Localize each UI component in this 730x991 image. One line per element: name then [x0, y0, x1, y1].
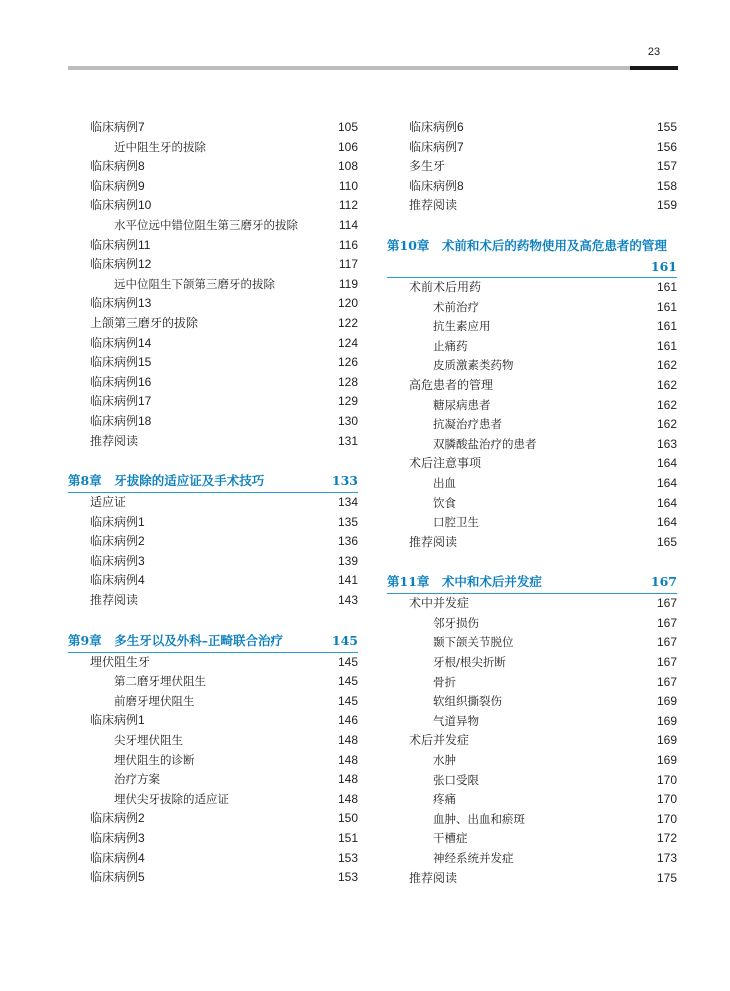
toc-subentry[interactable]: [68, 275, 358, 295]
toc-entry[interactable]: [68, 392, 358, 412]
entry-title: 推荐阅读: [409, 198, 458, 213]
chapter-spacer: [387, 552, 677, 571]
entry-page-number: 145: [337, 654, 358, 669]
chapter-page-number: 167: [650, 574, 677, 590]
entry-page-number: 167: [656, 635, 677, 650]
entry-title: 抗凝治疗患者: [433, 417, 502, 432]
toc-subentry[interactable]: [387, 513, 677, 533]
entry-page-number: 108: [337, 159, 358, 174]
entry-page-number: 162: [656, 397, 677, 412]
entry-page-number: 162: [656, 377, 677, 392]
toc-entry[interactable]: [68, 552, 358, 572]
toc-entry[interactable]: [68, 532, 358, 552]
toc-entry[interactable]: [68, 177, 358, 197]
entry-page-number: 148: [337, 733, 358, 748]
entry-title: 临床病例3: [90, 831, 145, 845]
entry-page-number: 164: [656, 456, 677, 471]
entry-page-number: 131: [337, 433, 358, 448]
chapter-spacer: [68, 451, 358, 470]
entry-title: 抗生素应用: [433, 319, 491, 334]
entry-page-number: 161: [656, 338, 677, 353]
toc-left-column: [68, 118, 358, 888]
toc-entry[interactable]: [68, 829, 358, 849]
entry-page-number: 159: [656, 198, 677, 213]
toc-right-column: [387, 118, 677, 888]
entry-title: 干槽症: [433, 831, 468, 846]
entry-title: 埋伏阻生牙: [90, 654, 151, 669]
entry-title: 临床病例1: [90, 713, 145, 728]
entry-title: 牙根/根尖折断: [433, 655, 506, 670]
entry-page-number: 145: [337, 674, 358, 689]
entry-title: 饮食: [433, 495, 456, 510]
entry-title: 临床病例4: [90, 850, 145, 865]
toc-subentry[interactable]: [387, 356, 677, 376]
toc-entry[interactable]: [68, 412, 358, 432]
entry-title: 临床病例5: [90, 870, 145, 885]
entry-title: 止痛药: [433, 338, 468, 353]
toc-entry[interactable]: [387, 278, 677, 298]
entry-title: 皮质激素类药物: [433, 358, 514, 373]
toc-entry[interactable]: [68, 157, 358, 177]
entry-title: 临床病例8: [90, 159, 145, 174]
entry-page-number: 122: [337, 315, 358, 330]
toc-subentry[interactable]: [387, 849, 677, 869]
entry-page-number: 170: [656, 811, 677, 826]
chapter-title: 第10章 术前和术后的药物使用及高危患者的管理: [387, 237, 667, 253]
entry-title: 近中阻生牙的拔除: [114, 139, 206, 154]
entry-page-number: 169: [656, 713, 677, 728]
toc-entry[interactable]: [387, 376, 677, 396]
toc-entry[interactable]: [387, 138, 677, 158]
entry-page-number: 124: [337, 335, 358, 350]
entry-page-number: 130: [337, 413, 358, 428]
entry-page-number: 129: [337, 394, 358, 409]
entry-page-number: 169: [656, 694, 677, 709]
toc-entry[interactable]: [387, 533, 677, 553]
toc-subentry[interactable]: [387, 337, 677, 357]
toc-entry[interactable]: [387, 869, 677, 889]
toc-entry[interactable]: [387, 157, 677, 177]
toc-chapter-heading[interactable]: [387, 235, 677, 278]
entry-page-number: 162: [656, 417, 677, 432]
entry-title: 治疗方案: [114, 772, 160, 787]
entry-page-number: 153: [337, 870, 358, 885]
entry-page-number: 173: [656, 851, 677, 865]
toc-subentry[interactable]: [68, 692, 358, 712]
entry-title: 临床病例6: [409, 120, 464, 134]
toc-subentry[interactable]: [387, 633, 677, 653]
toc-entry[interactable]: [68, 373, 358, 393]
entry-title: 疼痛: [433, 792, 456, 807]
entry-page-number: 167: [656, 615, 677, 630]
entry-title: 临床病例14: [90, 335, 152, 350]
header-rule-accent: [630, 66, 678, 70]
entry-title: 埋伏阻生的诊断: [114, 752, 195, 767]
entry-page-number: 165: [656, 534, 677, 549]
entry-title: 临床病例10: [90, 198, 152, 213]
toc-entry[interactable]: [68, 571, 358, 591]
entry-title: 临床病例2: [90, 811, 145, 826]
toc-entry[interactable]: [68, 196, 358, 216]
entry-title: 口腔卫生: [433, 515, 479, 530]
entry-page-number: 172: [656, 831, 677, 846]
entry-title: 临床病例8: [409, 178, 464, 193]
entry-page-number: 148: [337, 752, 358, 767]
chapter-page-number: 161: [650, 258, 677, 274]
toc-subentry[interactable]: [387, 673, 677, 693]
entry-title: 临床病例7: [90, 120, 145, 134]
entry-title: 术后并发症: [409, 733, 470, 748]
entry-title: 临床病例18: [90, 413, 152, 428]
toc-subentry[interactable]: [387, 435, 677, 455]
entry-title: 临床病例11: [90, 237, 151, 252]
toc-subentry[interactable]: [387, 415, 677, 435]
entry-page-number: 161: [656, 279, 677, 294]
toc-subentry[interactable]: [68, 770, 358, 790]
entry-page-number: 105: [337, 120, 358, 134]
toc-entry[interactable]: [68, 711, 358, 731]
toc-entry[interactable]: [68, 493, 358, 513]
header-rule: [68, 66, 630, 70]
entry-title: 临床病例4: [90, 573, 145, 588]
toc-entry[interactable]: [68, 432, 358, 452]
entry-page-number: 120: [337, 296, 358, 311]
entry-title: 水肿: [433, 753, 456, 768]
toc-entry[interactable]: [387, 731, 677, 751]
page-number: 23: [647, 46, 661, 58]
entry-title: 前磨牙埋伏阻生: [114, 693, 195, 708]
entry-title: 气道异物: [433, 713, 479, 728]
entry-page-number: 110: [338, 178, 358, 193]
entry-page-number: 141: [337, 573, 358, 588]
toc-chapter-heading[interactable]: [68, 630, 358, 653]
entry-title: 推荐阅读: [90, 593, 139, 608]
toc-subentry[interactable]: [387, 298, 677, 318]
entry-title: 颞下颌关节脱位: [433, 635, 514, 650]
entry-page-number: 170: [656, 772, 677, 787]
toc-subentry[interactable]: [68, 751, 358, 771]
entry-page-number: 167: [656, 674, 677, 689]
entry-page-number: 162: [656, 358, 677, 373]
entry-title: 临床病例13: [90, 296, 152, 311]
toc-entry[interactable]: [68, 809, 358, 829]
entry-title: 尖牙埋伏阻生: [114, 733, 183, 748]
chapter-title: 第8章 牙拔除的适应证及手术技巧: [68, 473, 265, 489]
entry-page-number: 164: [656, 495, 677, 510]
entry-page-number: 158: [656, 178, 677, 193]
entry-page-number: 161: [656, 319, 677, 334]
entry-page-number: 143: [337, 593, 358, 608]
entry-title: 出血: [433, 475, 456, 490]
entry-page-number: 155: [656, 120, 677, 134]
entry-title: 适应证: [90, 495, 127, 510]
toc-entry[interactable]: [387, 196, 677, 216]
entry-title: 远中位阻生下颌第三磨牙的拔除: [114, 276, 275, 291]
entry-page-number: 153: [337, 850, 358, 865]
entry-title: 推荐阅读: [90, 433, 139, 448]
entry-page-number: 151: [337, 831, 358, 845]
toc-subentry[interactable]: [387, 790, 677, 810]
entry-title: 临床病例7: [409, 139, 464, 154]
entry-title: 骨折: [433, 674, 456, 689]
toc-subentry[interactable]: [68, 138, 358, 158]
toc-entry[interactable]: [68, 118, 358, 138]
entry-title: 血肿、出血和瘀斑: [433, 811, 525, 826]
entry-title: 临床病例15: [90, 355, 152, 370]
entry-title: 埋伏尖牙拔除的适应证: [114, 791, 229, 806]
entry-title: 水平位远中错位阻生第三磨牙的拔除: [114, 217, 298, 232]
entry-title: 邻牙损伤: [433, 615, 479, 630]
entry-page-number: 169: [656, 733, 677, 748]
toc-subentry[interactable]: [68, 731, 358, 751]
toc-subentry[interactable]: [387, 692, 677, 712]
entry-page-number: 169: [656, 753, 677, 768]
entry-page-number: 116: [338, 237, 358, 252]
entry-title: 神经系统并发症: [433, 851, 514, 865]
toc-subentry[interactable]: [387, 317, 677, 337]
toc-entry[interactable]: [68, 236, 358, 256]
entry-page-number: 146: [337, 713, 358, 728]
entry-title: 临床病例9: [90, 178, 145, 193]
entry-page-number: 134: [337, 495, 358, 510]
entry-page-number: 106: [337, 139, 358, 154]
entry-title: 推荐阅读: [409, 870, 458, 885]
toc-subentry[interactable]: [387, 653, 677, 673]
toc-entry[interactable]: [68, 255, 358, 275]
toc-subentry[interactable]: [68, 672, 358, 692]
toc-subentry[interactable]: [387, 474, 677, 494]
entry-page-number: 145: [337, 693, 358, 708]
toc-subentry[interactable]: [387, 751, 677, 771]
entry-title: 术前治疗: [433, 299, 479, 314]
entry-title: 临床病例2: [90, 534, 145, 549]
toc-entry[interactable]: [68, 513, 358, 533]
toc-entry[interactable]: [387, 594, 677, 614]
entry-page-number: 114: [338, 217, 358, 232]
toc-subentry[interactable]: [68, 216, 358, 236]
chapter-spacer: [387, 216, 677, 235]
entry-page-number: 167: [656, 655, 677, 670]
toc-entry[interactable]: [68, 591, 358, 611]
entry-title: 临床病例16: [90, 374, 152, 389]
entry-page-number: 112: [338, 198, 358, 213]
entry-page-number: 150: [337, 811, 358, 826]
entry-page-number: 163: [656, 436, 677, 451]
toc-subentry[interactable]: [387, 771, 677, 791]
entry-page-number: 167: [656, 596, 677, 611]
toc-chapter-heading[interactable]: [387, 571, 677, 594]
entry-title: 双膦酸盐治疗的患者: [433, 436, 537, 451]
toc-entry[interactable]: [68, 849, 358, 869]
toc-subentry[interactable]: [68, 790, 358, 810]
entry-title: 糖尿病患者: [433, 397, 491, 412]
entry-page-number: 148: [337, 772, 358, 787]
toc-entry[interactable]: [68, 314, 358, 334]
chapter-title: 第9章 多生牙以及外科–正畸联合治疗: [68, 632, 283, 648]
toc-subentry[interactable]: [387, 810, 677, 830]
toc-entry[interactable]: [68, 353, 358, 373]
entry-title: 多生牙: [409, 159, 446, 174]
toc-subentry[interactable]: [387, 829, 677, 849]
entry-title: 临床病例3: [90, 553, 145, 568]
entry-page-number: 161: [656, 299, 677, 314]
toc-entry[interactable]: [68, 334, 358, 354]
entry-page-number: 164: [656, 475, 677, 490]
chapter-spacer: [68, 611, 358, 630]
entry-page-number: 156: [656, 139, 677, 154]
toc-subentry[interactable]: [387, 712, 677, 732]
toc-entry[interactable]: [68, 653, 358, 673]
toc-subentry[interactable]: [387, 614, 677, 634]
chapter-page-number: 133: [331, 473, 358, 489]
entry-page-number: 136: [337, 534, 358, 549]
chapter-page-number: 145: [331, 632, 358, 648]
entry-title: 张口受限: [433, 772, 479, 787]
entry-page-number: 175: [656, 870, 677, 885]
entry-title: 高危患者的管理: [409, 377, 494, 392]
entry-page-number: 164: [656, 515, 677, 530]
entry-title: 术后注意事项: [409, 456, 482, 471]
toc-entry[interactable]: [68, 868, 358, 888]
entry-title: 术中并发症: [409, 596, 470, 611]
entry-page-number: 139: [337, 553, 358, 568]
entry-title: 术前术后用药: [409, 279, 482, 294]
entry-title: 临床病例1: [90, 514, 145, 529]
entry-title: 推荐阅读: [409, 534, 458, 549]
entry-page-number: 148: [337, 791, 358, 806]
entry-page-number: 170: [656, 792, 677, 807]
entry-page-number: 117: [338, 257, 358, 272]
toc-chapter-heading[interactable]: [68, 470, 358, 493]
toc-entry[interactable]: [387, 454, 677, 474]
toc-entry[interactable]: [387, 118, 677, 138]
toc-entry[interactable]: [68, 294, 358, 314]
toc-entry[interactable]: [387, 177, 677, 197]
entry-title: 软组织撕裂伤: [433, 694, 502, 709]
chapter-title: 第11章 术中和术后并发症: [387, 574, 542, 590]
entry-page-number: 157: [656, 159, 677, 174]
entry-page-number: 126: [337, 355, 358, 370]
entry-title: 第二磨牙埋伏阻生: [114, 674, 206, 689]
entry-page-number: 128: [337, 374, 358, 389]
entry-title: 临床病例12: [90, 257, 152, 272]
entry-title: 上颌第三磨牙的拔除: [90, 315, 199, 330]
toc-subentry[interactable]: [387, 396, 677, 416]
entry-page-number: 135: [337, 514, 358, 529]
entry-title: 临床病例17: [90, 394, 152, 409]
entry-page-number: 119: [338, 276, 358, 291]
toc-subentry[interactable]: [387, 494, 677, 514]
